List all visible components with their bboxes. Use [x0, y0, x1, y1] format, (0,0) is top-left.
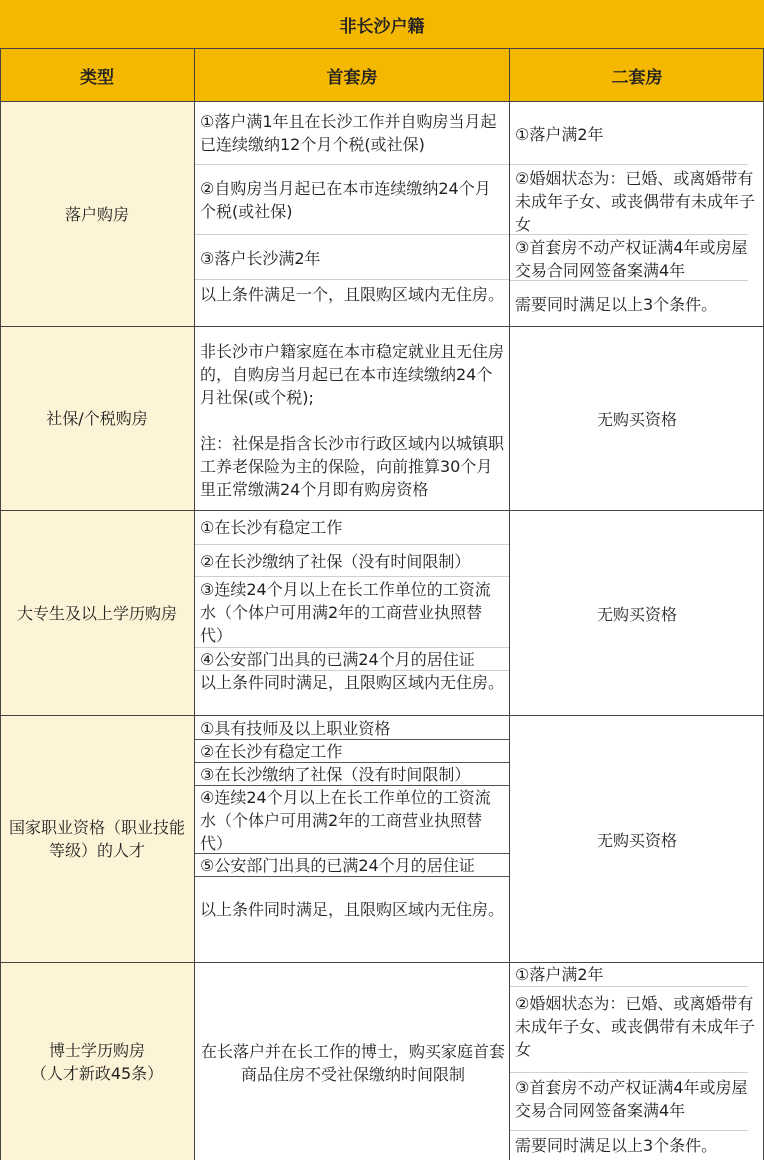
vocational-first-note: 以上条件同时满足，且限购区域内无住房。 — [200, 900, 505, 919]
row-type-college: 大专生及以上学历购房 — [0, 511, 194, 715]
vocational-first-cond-3: ③在长沙缴纳了社保（没有时间限制） — [200, 765, 471, 784]
doctorate-second-cond-1: ①落户满2年 — [515, 965, 604, 984]
social-second-none: 无购买资格 — [596, 410, 677, 429]
settle-first-cond-3: ③落户长沙满2年 — [200, 249, 321, 268]
settle-second-note: 需要同时满足以上3个条件。 — [515, 295, 718, 314]
doctorate-type-line-1: 博士学历购房 — [48, 1040, 145, 1060]
vocational-first-cond-1: ①具有技师及以上职业资格 — [200, 719, 391, 738]
row-type-social-security: 社保/个税购房 — [0, 327, 194, 510]
settle-first-cond-1: ①落户满1年且在长沙工作并自购房当月起已连续缴纳12个月个税(或社保) — [200, 112, 497, 154]
settle-second-cond-2: ②婚姻状态为：已婚、或离婚带有未成年子女、或丧偶带有未成年子女 — [515, 169, 756, 234]
college-second-none: 无购买资格 — [596, 604, 677, 624]
vocational-first-cond-5: ⑤公安部门出具的已满24个月的居住证 — [200, 856, 475, 875]
social-first-note: 注：社保是指含长沙市行政区域内以城镇职工养老保险为主的保险，向前推算30个月里正常缴满24个月即有购房资格 — [200, 434, 505, 499]
settle-first-cond-2: ②自购房当月起已在本市连续缴纳24个月个税(或社保) — [200, 179, 491, 221]
settle-second-cond-3: ③首套房不动产权证满4年或房屋交易合同网签备案满4年 — [515, 238, 748, 280]
college-first-cond-3: ③连续24个月以上在长工作单位的工资流水（个体户可用满2年的工商营业执照替代） — [200, 580, 491, 645]
row-type-doctorate — [0, 963, 194, 1160]
doctorate-second-cond-2: ②婚姻状态为：已婚、或离婚带有未成年子女、或丧偶带有未成年子女 — [515, 994, 756, 1059]
settle-first-note: 以上条件满足一个，且限购区域内无住房。 — [200, 285, 505, 304]
vocational-first-cond-2: ②在长沙有稳定工作 — [200, 742, 343, 761]
college-first-cond-1: ①在长沙有稳定工作 — [200, 518, 343, 537]
header-type: 类型 — [0, 49, 194, 102]
doctorate-type-line-2: （人才新政45条） — [30, 1063, 164, 1083]
table-title: 非长沙户籍 — [0, 0, 764, 49]
college-first-cond-4: ④公安部门出具的已满24个月的居住证 — [200, 650, 475, 669]
row-type-settle: 落户购房 — [0, 102, 194, 326]
settle-second-cond-1: ①落户满2年 — [515, 125, 604, 144]
row-type-vocational: 国家职业资格（职业技能等级）的人才 — [0, 716, 194, 962]
doctorate-second-cond-3: ③首套房不动产权证满4年或房屋交易合同网签备案满4年 — [515, 1078, 748, 1120]
college-first-cond-2: ②在长沙缴纳了社保（没有时间限制） — [200, 552, 471, 571]
header-first-home: 首套房 — [195, 49, 509, 102]
doctorate-second-note: 需要同时满足以上3个条件。 — [515, 1136, 718, 1155]
doctorate-first-desc: 在长落户并在长工作的博士，购买家庭首套商品住房不受社保缴纳时间限制 — [200, 1042, 505, 1084]
vocational-first-cond-4: ④连续24个月以上在长工作单位的工资流水（个体户可用满2年的工商营业执照替代） — [200, 788, 491, 853]
vocational-second-none: 无购买资格 — [596, 830, 677, 850]
college-first-note: 以上条件同时满足，且限购区域内无住房。 — [200, 673, 505, 692]
header-second-home: 二套房 — [510, 49, 764, 102]
social-first-desc: 非长沙市户籍家庭在本市稳定就业且无住房的，自购房当月起已在本市连续缴纳24个月社保(或个税); — [200, 342, 505, 407]
